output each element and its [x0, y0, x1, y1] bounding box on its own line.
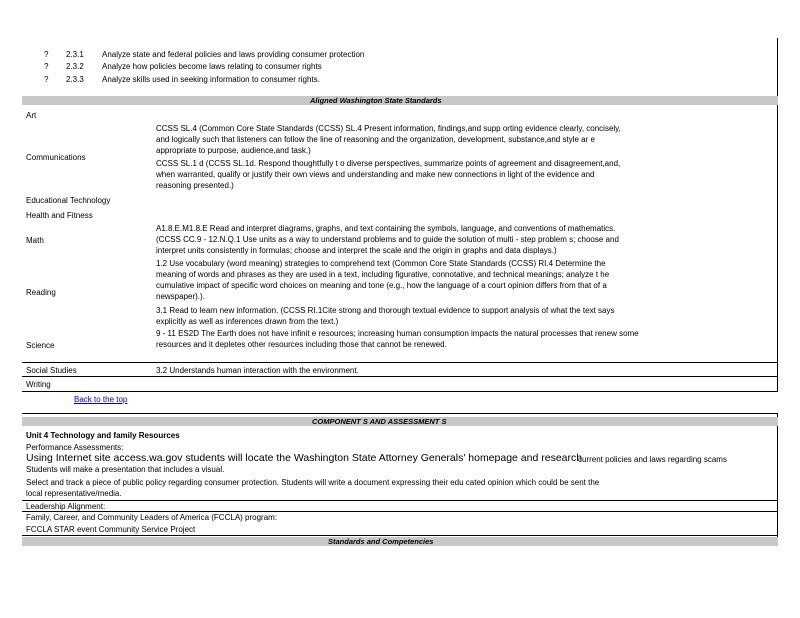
objective-number: 2.3.1	[66, 50, 84, 59]
row-divider	[22, 391, 778, 392]
subject-math: Math	[26, 236, 44, 245]
subject-writing: Writing	[26, 380, 51, 389]
performance-line: Select and track a piece of public policy regarding consumer protection. Students will write a document expressing their edu cated opinion which could be sent the	[26, 478, 600, 487]
standard-line: cumulative impact of specific word choices on meaning and tone (e.g., how the language of a court opinion differs from that of a	[156, 281, 607, 290]
standard-line: 1.2 Use vocabulary (word meaning) strategies to comprehend text (Common Core State Standards (CCSS) RI.4 Determine the	[156, 259, 606, 268]
standard-line: 9 - 11 ES2D The Earth does not have infinit e resources; increasing human consumption impacts the natural processes that renew some	[156, 329, 639, 338]
performance-line: local representative/media.	[26, 489, 122, 498]
leadership-label: Leadership Alignment:	[26, 502, 106, 511]
row-divider	[22, 362, 778, 363]
section-divider	[22, 413, 778, 414]
table-border	[777, 38, 778, 392]
standard-line: meaning of words and phrases as they are used in a text, including figurative, connotative, and technical meanings; analyze t he	[156, 270, 610, 279]
performance-intro: Using Internet site access.wa.gov students will locate the Washington State Attorney Generals' homepage and research	[26, 452, 583, 464]
subject-communications: Communications	[26, 153, 86, 162]
back-to-top-link[interactable]: Back to the top	[74, 395, 128, 404]
aligned-standards-header	[22, 96, 778, 105]
table-border	[777, 413, 778, 543]
leadership-line: Family, Career, and Community Leaders of America (FCCLA) program:	[26, 513, 278, 522]
row-divider	[22, 500, 778, 501]
components-title: COMPONENT S AND ASSESSMENT S	[312, 417, 447, 426]
standard-line: (CCSS CC.9 - 12.N.Q.1 Use units as a way to understand problems and to guide the solution of multi - step problem s; choose and	[156, 235, 619, 244]
standard-line: resources and it depletes other resources including those that cannot be renewed.	[156, 340, 447, 349]
subject-edtech: Educational Technology	[26, 196, 111, 205]
row-divider	[22, 511, 778, 512]
subject-reading: Reading	[26, 288, 56, 297]
objective-bullet: ?	[44, 50, 49, 59]
standard-line: CCSS SL.1 d (CCSS SL.1d. Respond thoughtfully t o diverse perspectives, summarize points of agreement and disagreement,and,	[156, 159, 621, 168]
aligned-standards-title: Aligned Washington State Standards	[310, 96, 442, 105]
standard-line: 3.2 Understands human interaction with the environment.	[156, 366, 359, 375]
performance-intro-tail: current policies and laws regarding scams	[578, 455, 727, 464]
standard-line: 3.1 Read to learn new information. (CCSS RI.1Cite strong and thorough textual evidence to support analysis of what the text says	[156, 306, 615, 315]
objective-text: Analyze how policies become laws relating to consumer rights	[102, 62, 322, 71]
objective-number: 2.3.2	[66, 62, 84, 71]
row-divider	[22, 535, 778, 536]
subject-social-studies: Social Studies	[26, 366, 77, 375]
standard-line: when warranted, qualify or justify their own views and understanding and make new connections in light of the evidence and	[156, 170, 595, 179]
standards-competencies-header	[22, 537, 778, 546]
standard-line: appropriate to purpose, audience,and task.)	[156, 146, 311, 155]
objective-bullet: ?	[44, 62, 49, 71]
standards-competencies-title: Standards and Competencies	[328, 537, 434, 546]
standard-line: newspaper).).	[156, 292, 205, 301]
standard-line: explicitly as well as inferences drawn from the text.)	[156, 317, 339, 326]
subject-art: Art	[26, 111, 37, 120]
subject-health: Health and Fitness	[26, 211, 93, 220]
unit-title: Unit 4 Technology and family Resources	[26, 431, 180, 440]
objective-bullet: ?	[44, 75, 49, 84]
standard-line: reasoning presented.)	[156, 181, 234, 190]
row-divider	[22, 376, 778, 377]
standard-line: interpret units consistently in formulas; choose and interpret the scale and the origin in graphs and data displays.)	[156, 246, 557, 255]
components-header	[22, 417, 778, 426]
leadership-line: FCCLA STAR event Community Service Project	[26, 525, 196, 534]
performance-line: Students will make a presentation that includes a visual.	[26, 465, 225, 474]
objective-number: 2.3.3	[66, 75, 84, 84]
standard-line: A1.8.E.M1.8.E Read and interpret diagrams, graphs, and text containing the symbols, language, and conventions of mathematics.	[156, 224, 616, 233]
objective-text: Analyze state and federal policies and laws providing consumer protection	[102, 50, 365, 59]
subject-science: Science	[26, 341, 55, 350]
objective-text: Analyze skills used in seeking information to consumer rights.	[102, 75, 320, 84]
standard-line: CCSS SL.4 (Common Core State Standards (CCSS) SL.4 Present information, findings,and supp orting evidence clearly, concisely,	[156, 124, 621, 133]
standard-line: and logically such that listeners can follow the line of reasoning and the organization, development, substance,and style ar e	[156, 135, 595, 144]
performance-label: Performance Assessments:	[26, 443, 124, 452]
